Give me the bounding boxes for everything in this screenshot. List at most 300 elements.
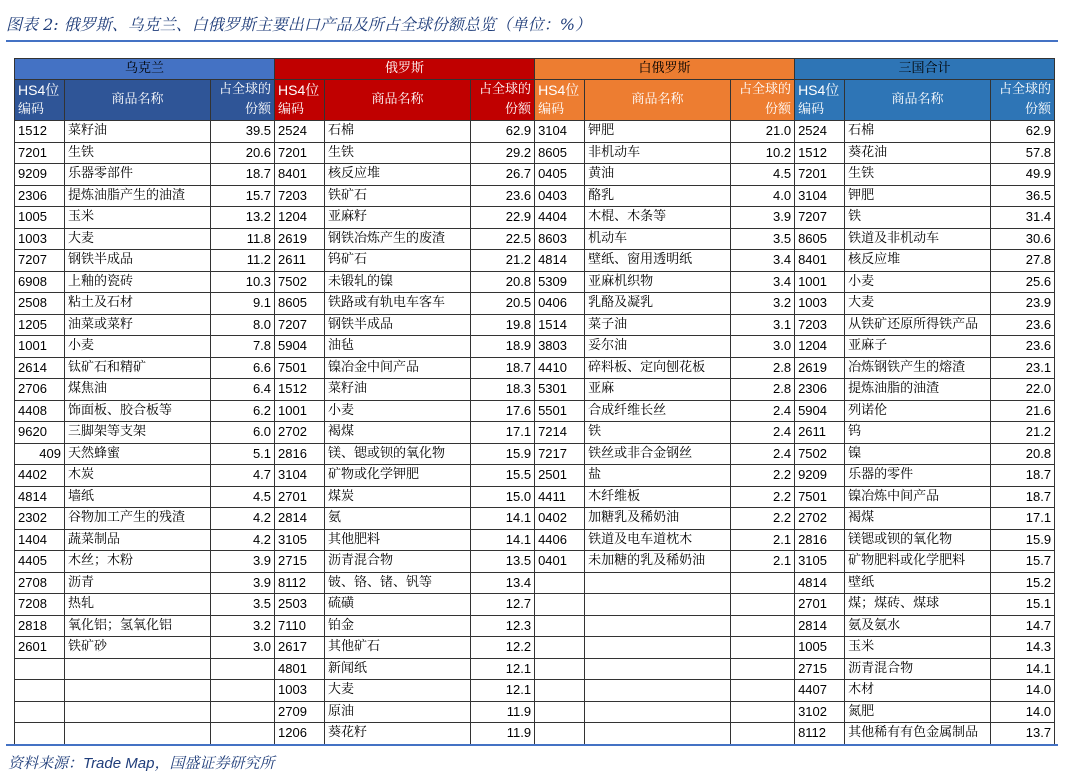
ua-code-cell: 4814 [15, 486, 65, 508]
ua-code-cell: 2508 [15, 293, 65, 315]
ru-name-cell: 硫磺 [325, 594, 471, 616]
all-name-cell: 矿物肥料或化学肥料 [845, 551, 991, 573]
all-code-cell: 1001 [795, 271, 845, 293]
all-share-cell: 20.8 [991, 443, 1055, 465]
ua-name-cell: 天然蜂蜜 [65, 443, 211, 465]
ua-name-cell: 粘土及石材 [65, 293, 211, 315]
by-code-cell: 3803 [535, 336, 585, 358]
by-name-cell: 碎料板、定向刨花板 [585, 357, 731, 379]
ua-code-cell: 1003 [15, 228, 65, 250]
table-row [15, 207, 1055, 229]
by-code-cell: 3104 [535, 121, 585, 143]
all-code-cell: 7501 [795, 486, 845, 508]
table-row [15, 121, 1055, 143]
ru-code-cell: 3105 [275, 529, 325, 551]
all-share-cell: 18.7 [991, 465, 1055, 487]
by-name-cell: 亚麻机织物 [585, 271, 731, 293]
ua-code-cell: 2601 [15, 637, 65, 659]
ua-name-cell: 菜籽油 [65, 121, 211, 143]
all-name-cell: 钨 [845, 422, 991, 444]
by-name-cell: 非机动车 [585, 142, 731, 164]
by-name-cell [585, 658, 731, 680]
table-row [15, 486, 1055, 508]
ru-code-cell: 2715 [275, 551, 325, 573]
ru-name-cell: 核反应堆 [325, 164, 471, 186]
all-name-cell: 从铁矿还原所得铁产品 [845, 314, 991, 336]
group-ukraine: 乌克兰 [15, 59, 275, 80]
by-code-cell: 0405 [535, 164, 585, 186]
ru-name-cell: 未锻轧的镍 [325, 271, 471, 293]
by-share-cell: 2.2 [731, 465, 795, 487]
ru-code-cell: 2709 [275, 701, 325, 723]
ru-name-cell: 钨矿石 [325, 250, 471, 272]
ua-share-cell: 13.2 [211, 207, 275, 229]
all-share-cell: 25.6 [991, 271, 1055, 293]
bottom-rule [6, 744, 1058, 746]
ru-share-cell: 22.5 [471, 228, 535, 250]
ru-name-cell: 亚麻籽 [325, 207, 471, 229]
all-name-cell: 提炼油脂的油渣 [845, 379, 991, 401]
ru-share-cell: 14.1 [471, 529, 535, 551]
all-code-cell: 2816 [795, 529, 845, 551]
ua-code-cell: 1404 [15, 529, 65, 551]
ua-code-cell: 7201 [15, 142, 65, 164]
ua-name-cell: 铁矿砂 [65, 637, 211, 659]
header-share-line2: 份额 [1025, 102, 1052, 117]
all-name-cell: 葵花油 [845, 142, 991, 164]
all-share-cell: 23.6 [991, 336, 1055, 358]
ua-name-cell: 钢铁半成品 [65, 250, 211, 272]
ru-share-cell: 21.2 [471, 250, 535, 272]
ru-code-cell: 2617 [275, 637, 325, 659]
ru-name-cell: 葵花籽 [325, 723, 471, 745]
table-row [15, 723, 1055, 745]
ua-share-cell: 9.1 [211, 293, 275, 315]
all-code-cell: 7203 [795, 314, 845, 336]
ua-name-cell: 乐器零部件 [65, 164, 211, 186]
ua-name-cell: 木炭 [65, 465, 211, 487]
ru-share-cell: 15.5 [471, 465, 535, 487]
by-share-cell: 3.5 [731, 228, 795, 250]
all-name-cell: 石棉 [845, 121, 991, 143]
ru-name-cell: 小麦 [325, 400, 471, 422]
ru-share-cell: 20.5 [471, 293, 535, 315]
all-code-cell: 8112 [795, 723, 845, 745]
ru-name-cell: 煤炭 [325, 486, 471, 508]
top-rule [6, 40, 1058, 42]
all-share-cell: 57.8 [991, 142, 1055, 164]
ru-share-cell: 13.5 [471, 551, 535, 573]
table-row [15, 185, 1055, 207]
table-row [15, 529, 1055, 551]
all-name-cell: 其他稀有有色金属制品 [845, 723, 991, 745]
all-code-cell: 2611 [795, 422, 845, 444]
ua-code-cell: 2302 [15, 508, 65, 530]
by-name-cell: 铁丝或非合金钢丝 [585, 443, 731, 465]
ru-code-cell: 8401 [275, 164, 325, 186]
ru-name-cell: 氨 [325, 508, 471, 530]
by-share-cell: 3.0 [731, 336, 795, 358]
by-name-cell: 合成纤维长丝 [585, 400, 731, 422]
by-code-cell: 8605 [535, 142, 585, 164]
ru-share-cell: 18.3 [471, 379, 535, 401]
all-name-cell: 乐器的零件 [845, 465, 991, 487]
by-share-cell [731, 658, 795, 680]
ua-code-cell: 9209 [15, 164, 65, 186]
ua-code-cell: 7208 [15, 594, 65, 616]
ru-name-cell: 新闻纸 [325, 658, 471, 680]
by-name-cell: 酪乳 [585, 185, 731, 207]
ru-name-cell: 铁路或有轨电车客车 [325, 293, 471, 315]
ru-share-cell: 23.6 [471, 185, 535, 207]
ru-share-cell: 29.2 [471, 142, 535, 164]
all-share-cell: 15.1 [991, 594, 1055, 616]
ua-name-cell: 煤焦油 [65, 379, 211, 401]
ru-name-cell: 生铁 [325, 142, 471, 164]
by-code-cell: 7217 [535, 443, 585, 465]
column-header-row [15, 80, 1055, 121]
ru-code-cell: 5904 [275, 336, 325, 358]
ru-share-cell: 12.1 [471, 680, 535, 702]
all-code-cell: 7201 [795, 164, 845, 186]
by-code-cell: 4404 [535, 207, 585, 229]
ua-code-cell: 4402 [15, 465, 65, 487]
ua-share-cell: 6.6 [211, 357, 275, 379]
all-share-cell: 27.8 [991, 250, 1055, 272]
all-code-cell: 7502 [795, 443, 845, 465]
header-share-line1: 占全球的 [999, 82, 1052, 97]
ru-share-cell: 11.9 [471, 701, 535, 723]
table-row [15, 336, 1055, 358]
all-name-cell: 列诺伦 [845, 400, 991, 422]
ua-name-cell: 大麦 [65, 228, 211, 250]
table-row [15, 400, 1055, 422]
source-suffix: ，国盛证券研究所 [154, 754, 275, 772]
ru-name-cell: 钢铁半成品 [325, 314, 471, 336]
ru-name-cell: 油毡 [325, 336, 471, 358]
table-row [15, 357, 1055, 379]
by-share-cell: 10.2 [731, 142, 795, 164]
ua-share-cell: 3.9 [211, 551, 275, 573]
ru-name-cell: 镍冶金中间产品 [325, 357, 471, 379]
ua-code-cell: 1512 [15, 121, 65, 143]
header-code-all [795, 80, 845, 121]
ru-share-cell: 11.9 [471, 723, 535, 745]
all-name-cell: 亚麻子 [845, 336, 991, 358]
ru-name-cell: 镁、锶或钡的氧化物 [325, 443, 471, 465]
header-share-line2: 份额 [505, 102, 532, 117]
by-share-cell [731, 723, 795, 745]
ua-share-cell [211, 723, 275, 745]
all-share-cell: 62.9 [991, 121, 1055, 143]
all-share-cell: 30.6 [991, 228, 1055, 250]
by-code-cell: 2501 [535, 465, 585, 487]
table-row [15, 572, 1055, 594]
ru-code-cell: 7201 [275, 142, 325, 164]
by-name-cell: 铁道及电车道枕木 [585, 529, 731, 551]
by-share-cell: 21.0 [731, 121, 795, 143]
ua-code-cell: 2306 [15, 185, 65, 207]
ua-share-cell: 11.8 [211, 228, 275, 250]
ru-code-cell: 7501 [275, 357, 325, 379]
ua-share-cell: 39.5 [211, 121, 275, 143]
ru-name-cell: 矿物或化学钾肥 [325, 465, 471, 487]
all-code-cell: 7207 [795, 207, 845, 229]
ru-code-cell: 1003 [275, 680, 325, 702]
ua-share-cell: 4.2 [211, 529, 275, 551]
ua-name-cell: 饰面板、胶合板等 [65, 400, 211, 422]
all-name-cell: 壁纸 [845, 572, 991, 594]
header-share-line1: 占全球的 [479, 82, 532, 97]
by-share-cell: 3.2 [731, 293, 795, 315]
ua-code-cell [15, 723, 65, 745]
ua-share-cell: 18.7 [211, 164, 275, 186]
ua-name-cell: 提炼油脂产生的油渣 [65, 185, 211, 207]
all-name-cell: 氮肥 [845, 701, 991, 723]
by-name-cell: 妥尔油 [585, 336, 731, 358]
all-code-cell: 2701 [795, 594, 845, 616]
ru-code-cell: 1512 [275, 379, 325, 401]
ua-code-cell: 9620 [15, 422, 65, 444]
all-share-cell: 23.6 [991, 314, 1055, 336]
table-row [15, 594, 1055, 616]
all-code-cell: 1005 [795, 637, 845, 659]
ua-code-cell: 409 [15, 443, 65, 465]
by-name-cell [585, 723, 731, 745]
all-share-cell: 15.2 [991, 572, 1055, 594]
ru-name-cell: 其他矿石 [325, 637, 471, 659]
header-code-line2: 编码 [798, 102, 825, 117]
ua-share-cell: 4.2 [211, 508, 275, 530]
all-share-cell: 23.9 [991, 293, 1055, 315]
ru-code-cell: 2701 [275, 486, 325, 508]
header-name-ru: 商品名称 [325, 80, 471, 121]
ua-share-cell: 10.3 [211, 271, 275, 293]
all-code-cell: 2715 [795, 658, 845, 680]
header-share-all [991, 80, 1055, 121]
by-name-cell [585, 680, 731, 702]
header-code-line1: HS4位 [798, 82, 840, 98]
header-share-line2: 份额 [245, 102, 272, 117]
all-share-cell: 15.7 [991, 551, 1055, 573]
ru-name-cell: 褐煤 [325, 422, 471, 444]
ua-code-cell: 2708 [15, 572, 65, 594]
header-code-line1: HS4位 [18, 82, 60, 98]
table-row [15, 228, 1055, 250]
by-code-cell: 5309 [535, 271, 585, 293]
ua-name-cell: 生铁 [65, 142, 211, 164]
ru-share-cell: 22.9 [471, 207, 535, 229]
by-name-cell: 盐 [585, 465, 731, 487]
ua-code-cell: 1205 [15, 314, 65, 336]
ua-share-cell: 6.0 [211, 422, 275, 444]
ru-name-cell: 沥青混合物 [325, 551, 471, 573]
all-code-cell: 2524 [795, 121, 845, 143]
all-code-cell: 3102 [795, 701, 845, 723]
group-total: 三国合计 [795, 59, 1055, 80]
group-belarus: 白俄罗斯 [535, 59, 795, 80]
header-name-ua: 商品名称 [65, 80, 211, 121]
table-row [15, 443, 1055, 465]
by-code-cell: 0402 [535, 508, 585, 530]
by-code-cell: 4406 [535, 529, 585, 551]
table-row [15, 142, 1055, 164]
by-name-cell: 壁纸、窗用透明纸 [585, 250, 731, 272]
table-row [15, 701, 1055, 723]
ua-code-cell: 6908 [15, 271, 65, 293]
source-note [8, 752, 274, 773]
all-share-cell: 21.6 [991, 400, 1055, 422]
all-name-cell: 生铁 [845, 164, 991, 186]
export-share-table [14, 58, 1055, 745]
all-share-cell: 14.3 [991, 637, 1055, 659]
ru-name-cell: 石棉 [325, 121, 471, 143]
ua-name-cell [65, 701, 211, 723]
ru-share-cell: 12.7 [471, 594, 535, 616]
ru-share-cell: 19.8 [471, 314, 535, 336]
all-name-cell: 镍冶炼中间产品 [845, 486, 991, 508]
by-name-cell: 亚麻 [585, 379, 731, 401]
table-row [15, 658, 1055, 680]
header-code-line2: 编码 [18, 102, 45, 117]
ru-name-cell: 铍、铬、锗、钒等 [325, 572, 471, 594]
ua-code-cell [15, 680, 65, 702]
ua-name-cell [65, 723, 211, 745]
ua-name-cell [65, 680, 211, 702]
all-share-cell: 49.9 [991, 164, 1055, 186]
table-body [15, 121, 1055, 745]
table-row [15, 293, 1055, 315]
ua-code-cell: 2818 [15, 615, 65, 637]
by-share-cell [731, 615, 795, 637]
ru-code-cell: 1204 [275, 207, 325, 229]
all-share-cell: 15.9 [991, 529, 1055, 551]
table-row [15, 551, 1055, 573]
ru-share-cell: 12.2 [471, 637, 535, 659]
ua-name-cell: 谷物加工产生的残渣 [65, 508, 211, 530]
by-share-cell: 2.4 [731, 400, 795, 422]
table-row [15, 615, 1055, 637]
header-share-line1: 占全球的 [219, 82, 272, 97]
all-code-cell: 1512 [795, 142, 845, 164]
all-name-cell: 核反应堆 [845, 250, 991, 272]
all-code-cell: 1204 [795, 336, 845, 358]
header-name-by: 商品名称 [585, 80, 731, 121]
by-code-cell [535, 637, 585, 659]
header-code-line1: HS4位 [538, 82, 580, 98]
all-code-cell: 8605 [795, 228, 845, 250]
ru-code-cell: 7207 [275, 314, 325, 336]
by-name-cell: 加糖乳及稀奶油 [585, 508, 731, 530]
all-code-cell: 2619 [795, 357, 845, 379]
ua-share-cell: 11.2 [211, 250, 275, 272]
ua-code-cell [15, 658, 65, 680]
ru-share-cell: 15.0 [471, 486, 535, 508]
ua-name-cell: 木丝；木粉 [65, 551, 211, 573]
ua-share-cell: 15.7 [211, 185, 275, 207]
by-share-cell: 2.8 [731, 379, 795, 401]
all-share-cell: 13.7 [991, 723, 1055, 745]
table-row [15, 379, 1055, 401]
ru-code-cell: 7203 [275, 185, 325, 207]
all-name-cell: 大麦 [845, 293, 991, 315]
ru-share-cell: 13.4 [471, 572, 535, 594]
ru-code-cell: 1001 [275, 400, 325, 422]
by-share-cell [731, 637, 795, 659]
by-code-cell: 0406 [535, 293, 585, 315]
ru-name-cell: 大麦 [325, 680, 471, 702]
ru-code-cell: 8112 [275, 572, 325, 594]
all-code-cell: 2306 [795, 379, 845, 401]
by-share-cell: 3.1 [731, 314, 795, 336]
by-name-cell: 黄油 [585, 164, 731, 186]
ru-name-cell: 原油 [325, 701, 471, 723]
header-share-line2: 份额 [765, 102, 792, 117]
by-code-cell: 0403 [535, 185, 585, 207]
header-share-line1: 占全球的 [739, 82, 792, 97]
ua-name-cell: 氧化铝；氢氧化铝 [65, 615, 211, 637]
ua-share-cell: 6.2 [211, 400, 275, 422]
by-name-cell: 机动车 [585, 228, 731, 250]
by-share-cell: 2.1 [731, 551, 795, 573]
all-code-cell: 3104 [795, 185, 845, 207]
ua-name-cell: 沥青 [65, 572, 211, 594]
ru-share-cell: 26.7 [471, 164, 535, 186]
ua-share-cell: 20.6 [211, 142, 275, 164]
group-russia: 俄罗斯 [275, 59, 535, 80]
ru-share-cell: 18.7 [471, 357, 535, 379]
all-share-cell: 14.7 [991, 615, 1055, 637]
header-code-by [535, 80, 585, 121]
by-name-cell: 木纤维板 [585, 486, 731, 508]
ru-name-cell: 其他肥料 [325, 529, 471, 551]
ru-code-cell: 2503 [275, 594, 325, 616]
all-name-cell: 铁道及非机动车 [845, 228, 991, 250]
ua-share-cell: 7.8 [211, 336, 275, 358]
ru-name-cell: 菜籽油 [325, 379, 471, 401]
ru-share-cell: 20.8 [471, 271, 535, 293]
by-code-cell: 8603 [535, 228, 585, 250]
all-share-cell: 22.0 [991, 379, 1055, 401]
all-code-cell: 5904 [795, 400, 845, 422]
by-share-cell: 4.5 [731, 164, 795, 186]
all-name-cell: 镁锶或钡的氧化物 [845, 529, 991, 551]
ua-name-cell: 油菜或菜籽 [65, 314, 211, 336]
table-row [15, 637, 1055, 659]
all-share-cell: 18.7 [991, 486, 1055, 508]
ua-share-cell: 4.5 [211, 486, 275, 508]
all-name-cell: 钾肥 [845, 185, 991, 207]
all-name-cell: 冶炼钢铁产生的熔渣 [845, 357, 991, 379]
by-share-cell [731, 572, 795, 594]
ua-share-cell: 3.5 [211, 594, 275, 616]
ru-share-cell: 14.1 [471, 508, 535, 530]
ua-name-cell: 三脚架等支架 [65, 422, 211, 444]
header-code-ua [15, 80, 65, 121]
ua-code-cell: 4405 [15, 551, 65, 573]
ua-share-cell: 5.1 [211, 443, 275, 465]
all-share-cell: 21.2 [991, 422, 1055, 444]
ua-code-cell: 1001 [15, 336, 65, 358]
source-prefix: 资料来源： [8, 754, 84, 772]
ru-code-cell: 4801 [275, 658, 325, 680]
by-name-cell [585, 615, 731, 637]
by-share-cell [731, 701, 795, 723]
all-share-cell: 23.1 [991, 357, 1055, 379]
all-share-cell: 17.1 [991, 508, 1055, 530]
by-share-cell: 2.2 [731, 508, 795, 530]
ru-share-cell: 15.9 [471, 443, 535, 465]
